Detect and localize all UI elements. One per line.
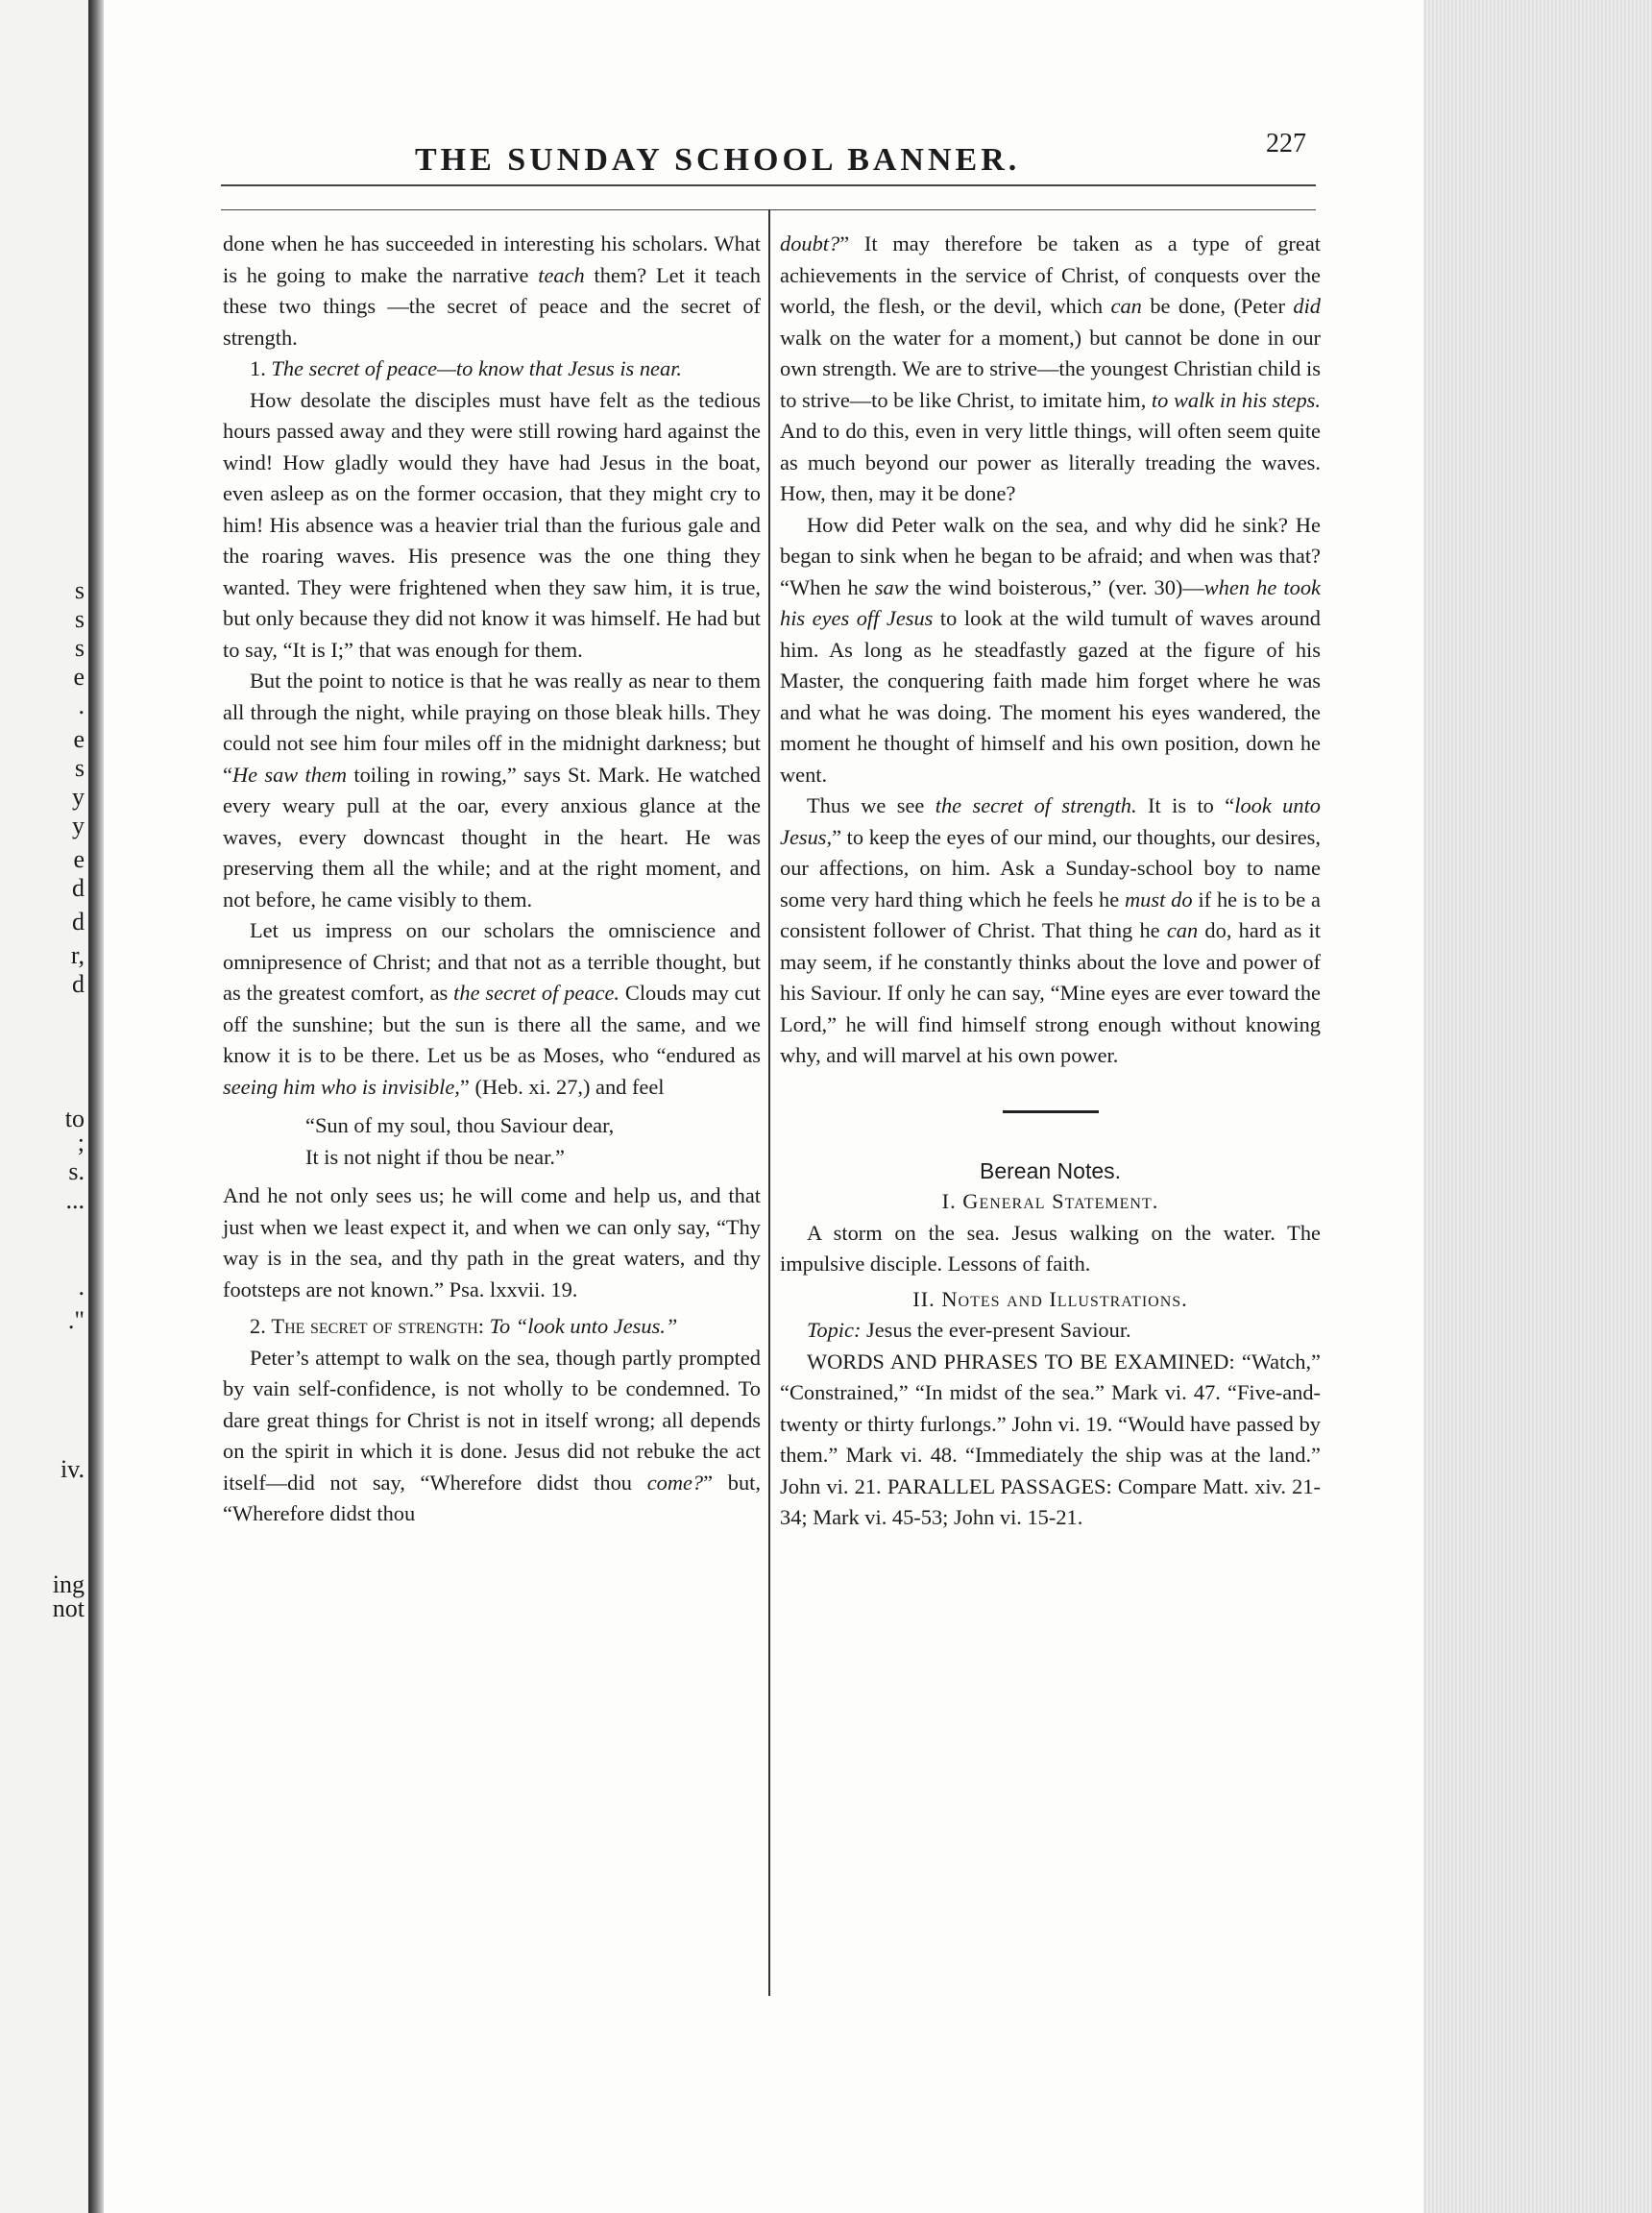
subheading-notes-illustrations: II. Notes and Illustrations. [912,1286,1188,1311]
running-header-title: THE SUNDAY SCHOOL BANNER. [415,142,1021,178]
facing-page-fragment: e [73,845,85,873]
facing-page-fragment: s [74,634,85,662]
facing-page-fragment: . [78,692,85,719]
paragraph: And he not only sees us; he will come and help us, and that just when we least expect it, and when we can only say, “Thy way is in the sea, and thy path in the great waters, and thy footsteps are not known.” Psa. lxxvii. 19. [223,1183,761,1301]
right-column [780,229,1321,1534]
paragraph: Thus we see the secret of strength. It is to “look unto Jesus,” to keep the eyes of our mind, our thoughts, our desires, our affections, on him. Ask a Sunday-school boy to name some very hard thing which he feels he must do if he is to be a consistent follower of Christ. That thing he can do, hard as it may seem, if he constantly thinks about the love and power of his Saviour. If only he can say, “Mine eyes are ever toward the Lord,” he will find himself strong enough without knowing why, and will marvel at his own power. [780,793,1321,1067]
left-column [223,229,761,1530]
facing-page-fragment: y [72,812,85,839]
paragraph: doubt?” It may therefore be taken as a type of great achievements in the service of Christ, of conquests over the world, the flesh, or the devil, which can be done, (Peter did walk on the water for a moment,) but cannot be done in our own strength. We are to strive—the youngest Christian child is to strive—to be like Christ, to imitate him, to walk in his steps. And to do this, even in very little things, will often seem quite as much beyond our power as literally treading the waves. How, then, may it be done? [780,231,1321,505]
facing-page-fragment: ; [77,1129,85,1156]
facing-page-fragment: . [78,1273,85,1301]
facing-page-fragment: ." [67,1306,85,1334]
berean-notes-title: Berean Notes. [979,1157,1122,1183]
paragraph: A storm on the sea. Jesus walking on the water. The impulsive disciple. Lessons of faith. [780,1220,1321,1276]
hymn-line: It is not night if thou be near.” [305,1144,565,1169]
facing-page-fragment: e [73,663,85,691]
facing-page-fragment: y [72,783,85,811]
facing-page-fragment: ... [65,1186,85,1214]
facing-page-fragment: d [72,970,85,998]
facing-page-fragment: d [72,908,85,936]
facing-page-fragment: s [74,605,85,633]
facing-page-fragment: r, [70,941,85,969]
section-heading-peace: 1. The secret of peace—to know that Jesus is near. [250,356,683,380]
facing-page-fragment: s [74,754,85,782]
facing-page-fragment: to [64,1105,85,1132]
paragraph: How desolate the disciples must have felt as the tedious hours passed away and they were still rowing hard against the wind! How gladly would they have had Jesus in the boat, even asleep as on the former occasion, that they might cry to him! His absence was a heavier trial than the furious gale and the roaring waves. His presence was the one thing they wanted. They were frightened when they saw him, it is true, but only because they did not know it was himself. He had but to say, “It is I;” that was enough for them. [223,387,761,662]
page-stack-edge [1423,0,1652,2213]
facing-page-fragment: d [72,874,85,902]
facing-page-fragment: iv. [60,1455,85,1483]
paragraph: done when he has succeeded in interesting his scholars. What is he going to make the narrative teach them? Let it teach these two things —the secret of peace and the secret of strength. [223,231,762,350]
section-heading-strength: 2. The secret of strength: To “look unto Jesus.” [250,1314,678,1338]
facing-page-fragment: not [52,1594,85,1622]
book-gutter [88,0,104,2213]
column-divider [768,209,770,1996]
paragraph: Let us impress on our scholars the omniscience and omnipresence of Christ; and that not as a terrible thought, but as the greatest comfort, as the secret of peace. Clouds may cut off the sunshine; but the sun is there all the same, and we know it is to be there. Let us be as Moses, who “endured as seeing him who is invisible,” (Heb. xi. 27,) and feel [223,918,761,1099]
subheading-general-statement: I. General Statement. [941,1189,1159,1213]
header-rule [221,184,1316,186]
section-separator [1003,1110,1099,1113]
topic-line: Topic: Jesus the ever-present Saviour. [807,1318,1131,1342]
page-number: 227 [1266,129,1306,158]
paragraph: But the point to notice is that he was really as near to them all through the night, while praying on those bleak hills. They could not see him four miles off in the midnight darkness; but “He saw them toiling in rowing,” says St. Mark. He watched every weary pull at the oar, every anxious glance at the waves, every downcast thought in the heart. He was preserving them all the while; and at the right moment, and not before, he came visibly to them. [223,669,761,912]
paragraph: Peter’s attempt to walk on the sea, though partly prompted by vain self-confidence, is not wholly to be condemned. To dare great things for Christ is not in itself wrong; all depends on the spirit in which it is done. Jesus did not rebuke the act itself—did not say, “Wherefore didst thou come?” but, “Wherefore didst thou [223,1345,761,1525]
facing-page-fragment: e [73,725,85,753]
hymn-line: “Sun of my soul, thou Saviour dear, [305,1113,615,1137]
facing-page-fragment: s [74,576,85,604]
facing-page-fragment: s. [68,1157,85,1185]
words-and-phrases: WORDS AND PHRASES TO BE EXAMINED: “Watch,” “Constrained,” “In midst of the sea.” Mark vi. 47. “Five-and-twenty or thirty furlongs.” John vi. 19. “Would have passed by them.” Mark vi. 48. “Immediately the ship was at the land.” John vi. 21. PARALLEL PASSAGES: Compare Matt. xiv. 21-34; Mark vi. 45-53; John vi. 15-21. [780,1349,1321,1529]
paragraph: How did Peter walk on the sea, and why did he sink? He began to sink when he began to be afraid; and when was that? “When he saw the wind boisterous,” (ver. 30)—when he took his eyes off Jesus to look at the wild tumult of waves around him. As long as he steadfastly gazed at the figure of his Master, the conquering faith made him forget where he was and what he was doing. The moment his eyes wandered, the moment he thought of himself and his own position, down he went. [780,512,1321,787]
facing-page-fragment: ing [52,1570,85,1598]
